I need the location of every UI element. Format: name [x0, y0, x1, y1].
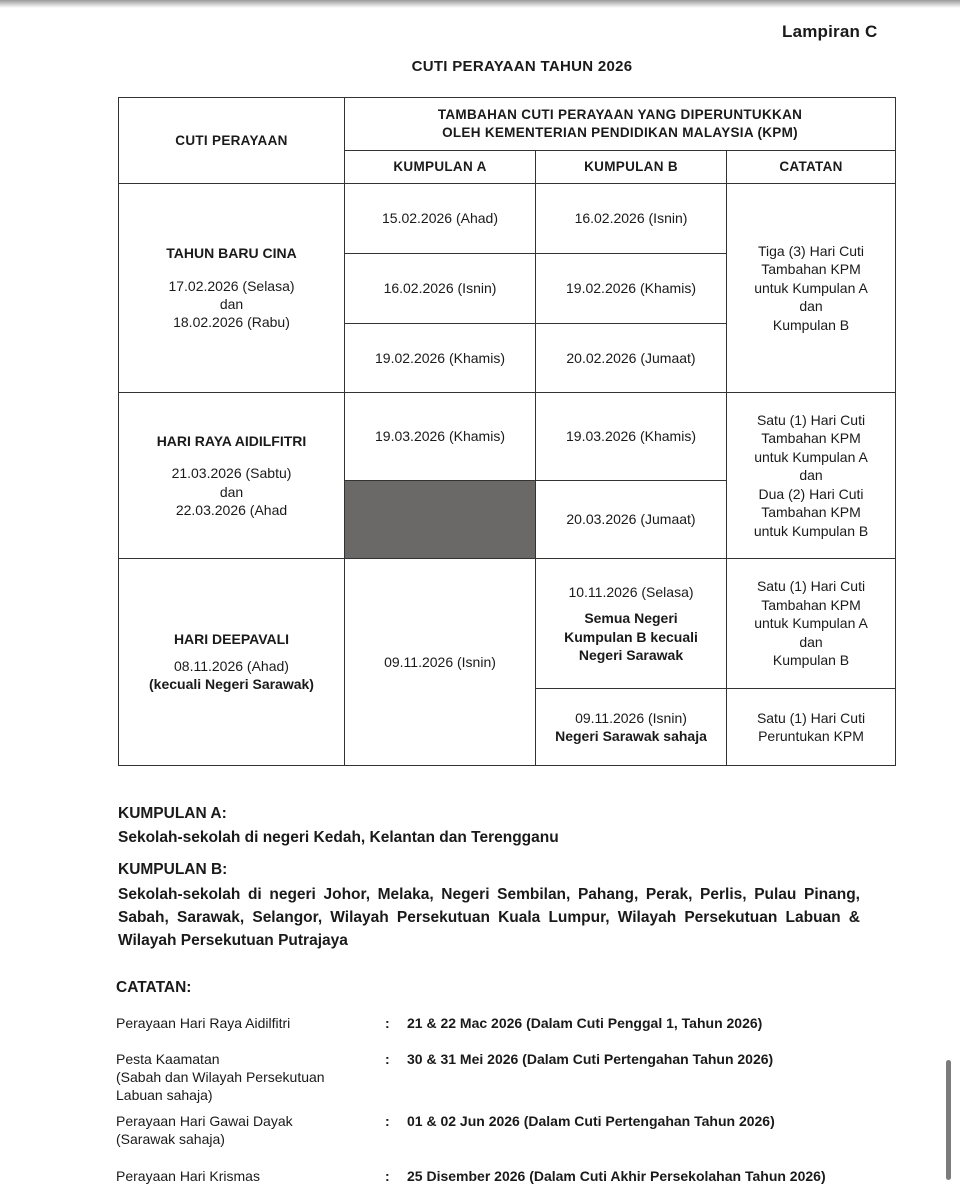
note-value: 25 Disember 2026 (Dalam Cuti Akhir Persekolahan Tahun 2026) [407, 1168, 826, 1184]
note-line: untuk Kumpulan A [754, 448, 868, 465]
group-b-desc: Semua Negeri [584, 610, 678, 627]
festival-date1: 08.11.2026 (Ahad) [174, 657, 289, 674]
note-cell-deepavali [727, 559, 896, 689]
note-cell-raya [727, 393, 896, 559]
group-b-cell [536, 559, 727, 689]
note-line: Peruntukan KPM [758, 728, 864, 744]
note-line: Satu (1) Hari Cuti [756, 578, 866, 595]
note-line: Tambahan KPM [761, 430, 861, 447]
note-value: 01 & 02 Jun 2026 (Dalam Cuti Pertengahan Tahun 2026) [407, 1113, 775, 1129]
note-label [116, 1112, 378, 1148]
group-b-desc: Negeri Sarawak [578, 646, 684, 663]
note-value: 21 & 22 Mac 2026 (Dalam Cuti Penggal 1, Tahun 2026) [407, 1015, 763, 1031]
note-label-line: Pesta Kaamatan [116, 1051, 220, 1067]
festival-conj: dan [219, 483, 244, 500]
group-a-date: 15.02.2026 (Ahad) [345, 184, 536, 254]
header-festival: CUTI PERAYAAN [119, 98, 345, 184]
note-line: untuk Kumpulan A [754, 615, 868, 632]
empty-shaded-cell [345, 481, 536, 559]
group-a-text: Sekolah-sekolah di negeri Kedah, Kelantan dan Terengganu [118, 829, 559, 846]
notes-title: CATATAN: [116, 979, 192, 996]
note-cell-cny [727, 184, 896, 393]
group-a-date: 19.03.2026 (Khamis) [345, 393, 536, 481]
group-b-date: 19.02.2026 (Khamis) [536, 254, 727, 324]
header-group-b: KUMPULAN B [536, 151, 727, 184]
festival-name-cny: TAHUN BARU CINA [166, 245, 297, 262]
group-b-date: 16.02.2026 (Isnin) [536, 184, 727, 254]
top-edge-shadow [0, 0, 960, 8]
header-additional-line2: OLEH KEMENTERIAN PENDIDIKAN MALAYSIA (KPM) [442, 125, 798, 140]
group-b-date: 20.02.2026 (Jumaat) [536, 324, 727, 393]
note-line: Kumpulan B [772, 316, 850, 333]
note-line: Satu (1) Hari Cuti [756, 411, 866, 428]
note-line: Kumpulan B [772, 652, 850, 669]
festival-date2: 22.03.2026 (Ahad [175, 501, 288, 518]
group-b-text: Sekolah-sekolah di negeri Johor, Melaka, Negeri Sembilan, Pahang, Perak, Perlis, Pulau Pinang, Sabah, Sarawak, Selangor, Wilayah Persekutuan Kuala Lumpur, Wilayah Persekutuan Labuan & Wilayah Persekutuan Putrajaya [118, 886, 860, 949]
note-cell-deepavali-sarawak [727, 689, 896, 766]
note-line: Tiga (3) Hari Cuti [757, 242, 865, 259]
group-a-date: 16.02.2026 (Isnin) [345, 254, 536, 324]
group-b-title: KUMPULAN B: [118, 861, 228, 878]
scrollbar-thumb[interactable] [946, 1060, 951, 1180]
note-label-line: (Sabah dan Wilayah Persekutuan [116, 1069, 325, 1085]
note-label-line: (Sarawak sahaja) [116, 1131, 225, 1147]
festival-cell-deepavali [119, 559, 345, 766]
note-line: untuk Kumpulan B [753, 522, 869, 539]
note-label [116, 1050, 378, 1104]
group-b-date: 19.03.2026 (Khamis) [536, 393, 727, 481]
group-a-title: KUMPULAN A: [118, 805, 227, 822]
festival-name-raya: HARI RAYA AIDILFITRI [156, 432, 307, 449]
festival-date2: 18.02.2026 (Rabu) [173, 314, 290, 331]
note-line: dan [799, 298, 823, 315]
note-value: 30 & 31 Mei 2026 (Dalam Cuti Pertengahan Tahun 2026) [407, 1051, 774, 1067]
group-b-cell [536, 689, 727, 766]
note-line: untuk Kumpulan A [754, 279, 868, 296]
note-label-line: Perayaan Hari Raya Aidilfitri [116, 1015, 291, 1031]
note-label-line: Labuan sahaja) [116, 1087, 213, 1103]
group-b-desc: Negeri Sarawak sahaja [555, 728, 707, 744]
note-line: dan [799, 467, 823, 484]
note-colon: : [385, 1051, 390, 1067]
festival-cell-cny [119, 184, 345, 393]
note-colon: : [385, 1168, 390, 1184]
group-a-date: 09.11.2026 (Isnin) [345, 559, 536, 766]
festival-conj: dan [219, 296, 244, 312]
document-title: CUTI PERAYAAN TAHUN 2026 [411, 58, 633, 75]
group-b-date: 09.11.2026 (Isnin) [575, 709, 687, 726]
festival-date1: 21.03.2026 (Sabtu) [171, 465, 292, 482]
note-label [116, 1167, 378, 1185]
holiday-table [118, 97, 896, 766]
note-label [116, 1014, 378, 1032]
note-line: Satu (1) Hari Cuti [756, 709, 866, 726]
note-label-line: Perayaan Hari Krismas [116, 1168, 260, 1184]
festival-date1: 17.02.2026 (Selasa) [168, 277, 295, 294]
note-line: Dua (2) Hari Cuti [758, 485, 864, 502]
note-label-line: Perayaan Hari Gawai Dayak [116, 1113, 293, 1129]
festival-exception: (kecuali Negeri Sarawak) [149, 676, 314, 693]
festival-cell-raya [119, 393, 345, 559]
group-b-desc: Kumpulan B kecuali [564, 628, 698, 645]
header-notes: CATATAN [727, 151, 896, 184]
note-line: Tambahan KPM [761, 261, 861, 278]
festival-name-deepavali: HARI DEEPAVALI [173, 631, 290, 648]
annex-label: Lampiran C [782, 22, 878, 41]
note-line: Tambahan KPM [761, 504, 861, 521]
header-additional-line1: TAMBAHAN CUTI PERAYAAN YANG DIPERUNTUKKAN [437, 107, 803, 123]
group-a-date: 19.02.2026 (Khamis) [345, 324, 536, 393]
note-line: Tambahan KPM [761, 596, 861, 613]
header-group-a: KUMPULAN A [345, 151, 536, 184]
header-additional-leave [345, 98, 896, 151]
note-colon: : [385, 1113, 390, 1129]
note-line: dan [799, 633, 823, 650]
note-colon: : [385, 1015, 390, 1031]
group-b-date: 10.11.2026 (Selasa) [568, 583, 694, 600]
group-b-date: 20.03.2026 (Jumaat) [536, 481, 727, 559]
